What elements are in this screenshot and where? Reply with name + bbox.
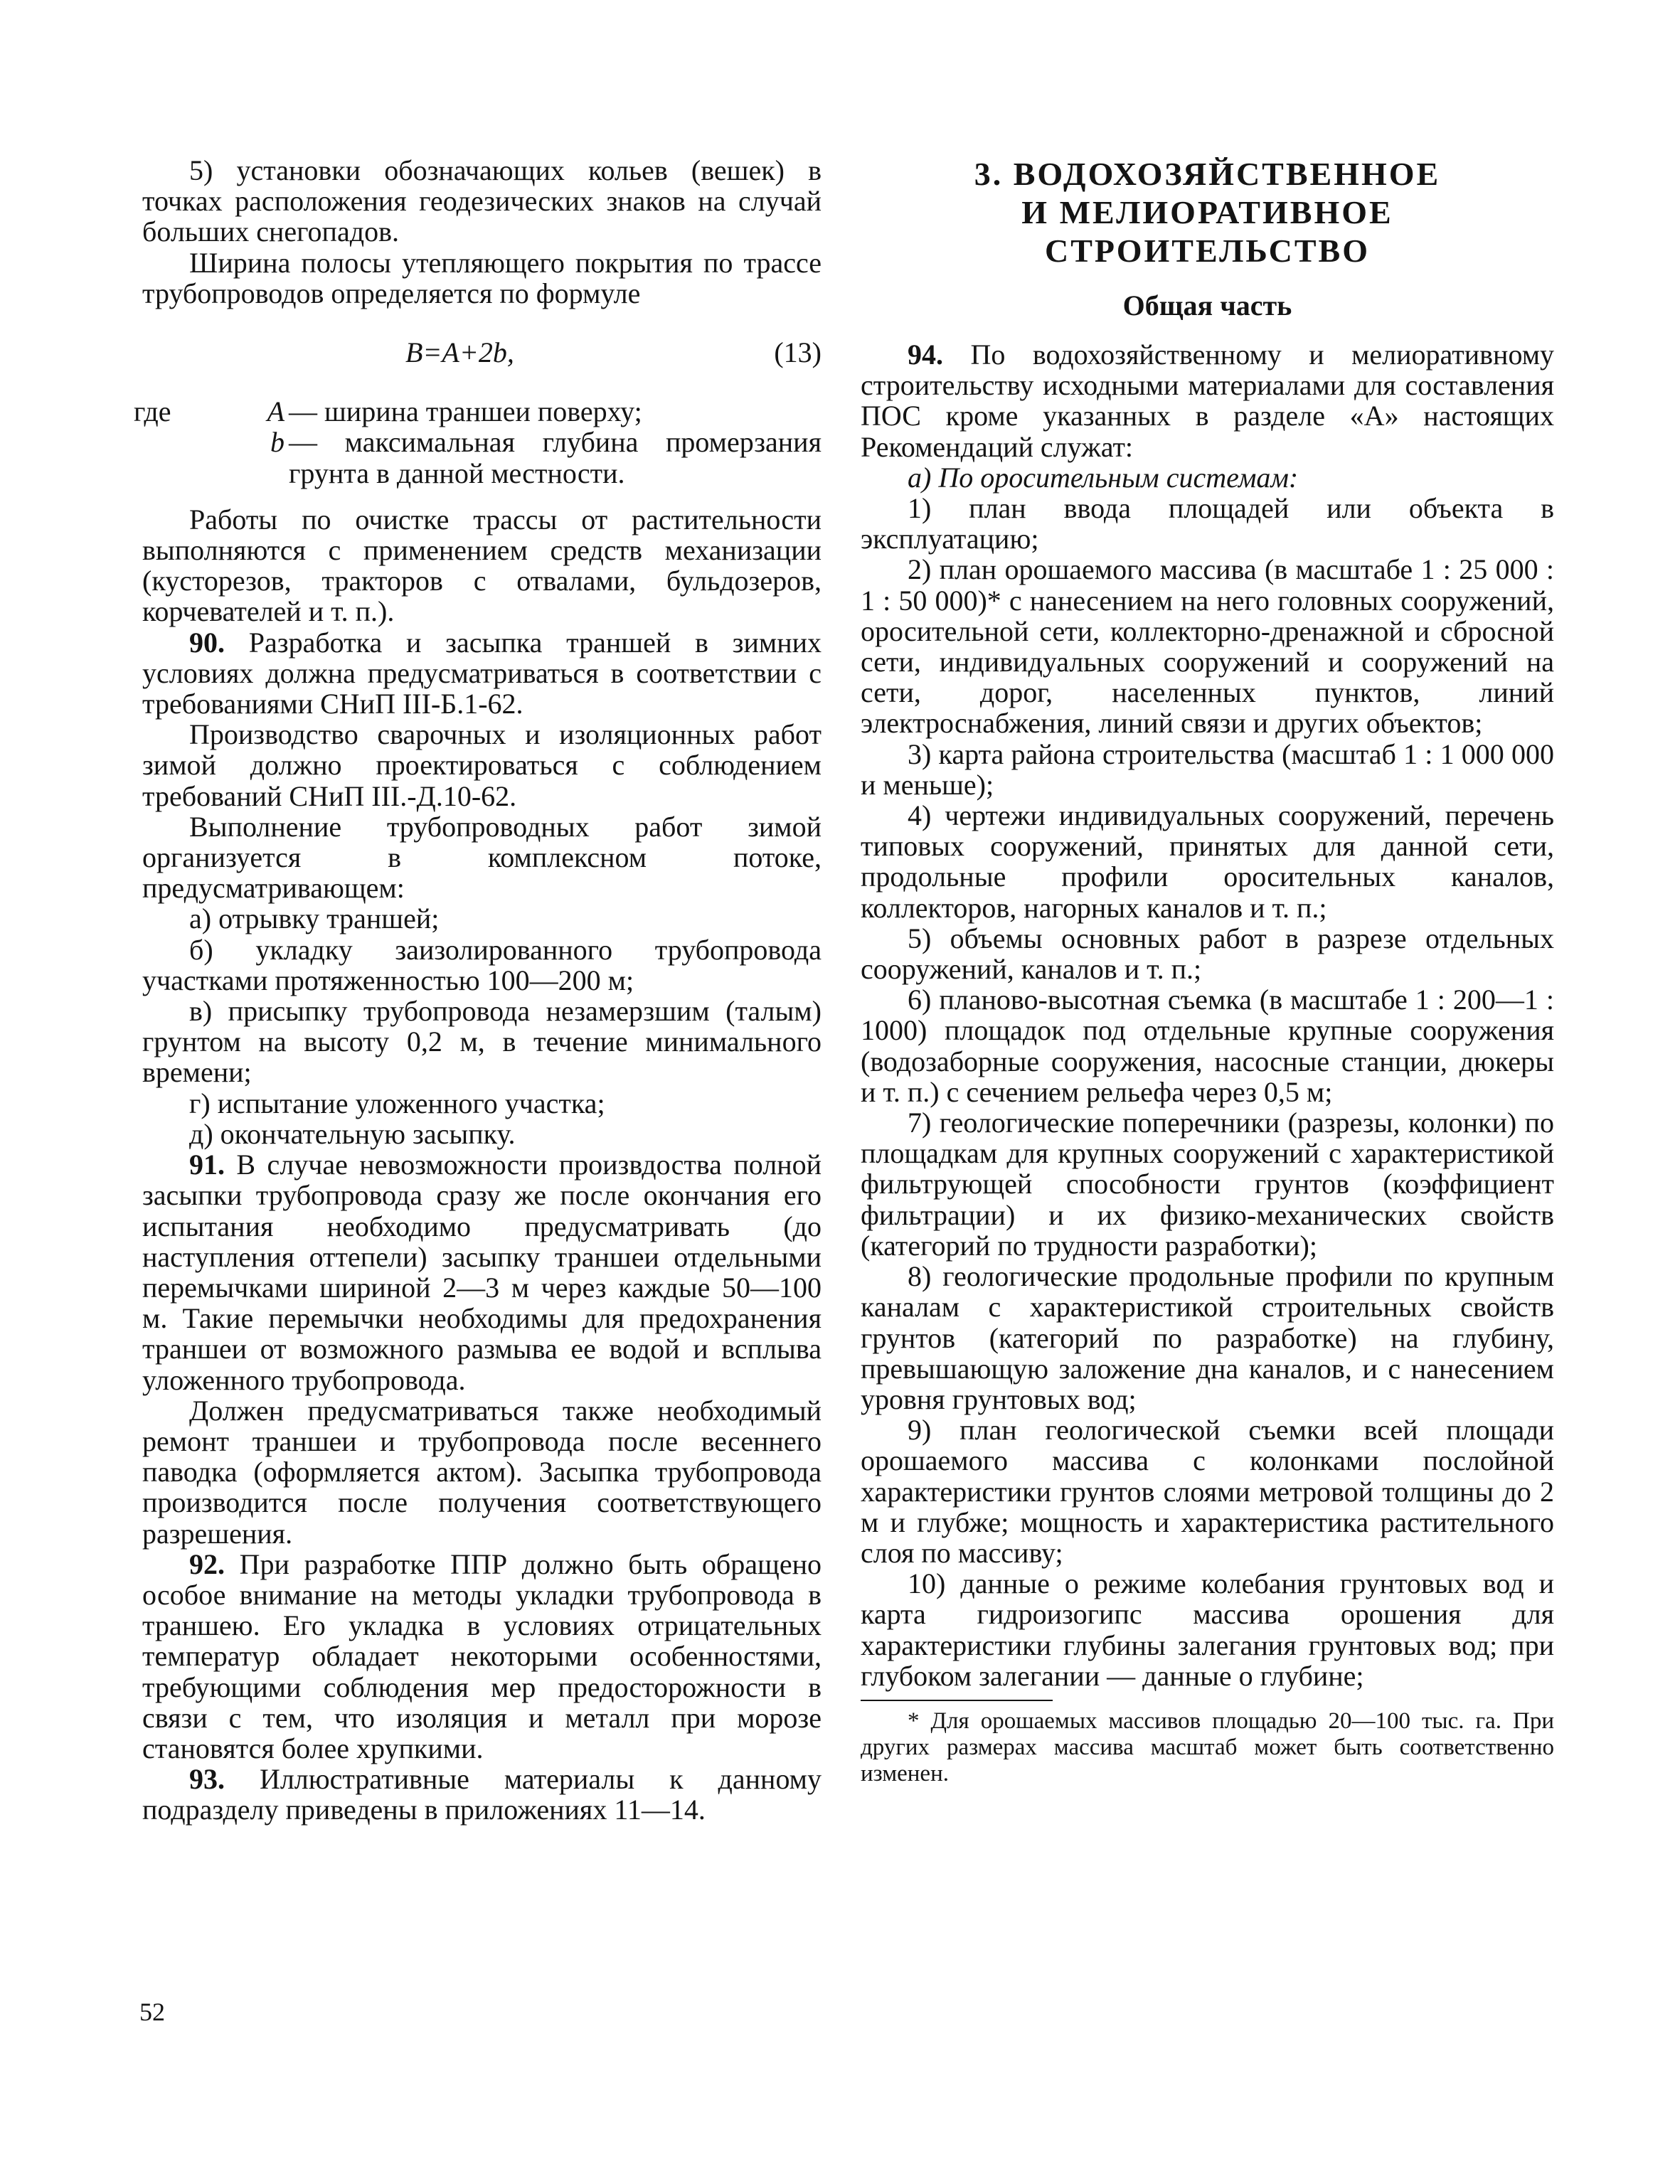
paragraph-winter-works: Выполнение трубопроводных работ зимой организуется в комплексном потоке, предусматривающем:	[142, 810, 822, 905]
paragraph-94	[861, 339, 1554, 462]
legend-text: — ширина траншеи поверху;	[289, 395, 642, 428]
list-item: 6) планово-высотная съемка (в масштабе 1 : 200—1 : 1000) площадок под отдельные крупные сооружения (водозаборные сооружения, насосные станции, дюкеры и т. п.) с сечением рельефа через 0,5 м;	[861, 984, 1554, 1108]
list-item: г) испытание уложенного участка;	[189, 1087, 605, 1119]
paragraph-text: По водохозяйственному и мелиоративному строительству исходными материалами для составления ПОС кроме указанных в разделе «А» настоящих Рекомендаций служат:	[861, 339, 1554, 463]
list-item: 7) геологические поперечники (разрезы, колонки) по площадкам для крупных сооружений с характеристикой фильтрующей способности грунтов (коэффициент фильтрации) и их физико-механических свойств (категорий по трудности разработки);	[861, 1107, 1554, 1262]
section-number: 91.	[189, 1149, 225, 1181]
footnote: * Для орошаемых массивов площадью 20—100 тыс. га. При других размерах массива масштаб может быть соответственно изменен.	[861, 1708, 1554, 1786]
paragraph-repair: Должен предусматриваться также необходимый ремонт траншеи и трубопровода после весеннего паводка (оформляется актом). Засыпка трубопровода производится после получения соответствующего разрешения.	[142, 1394, 822, 1550]
paragraph-92	[142, 1549, 822, 1764]
section-number: 94.	[908, 339, 943, 371]
paragraph-93	[142, 1764, 822, 1825]
list-item: а) отрывку траншей;	[189, 902, 440, 935]
list-item: б) укладку заизолированного трубопровода участками протяженностью 100—200 м;	[142, 933, 822, 996]
formula-expression: B=A+2b,	[405, 336, 514, 369]
paragraph-text: При разработке ППР должно быть обращено особое внимание на методы укладки трубопровода в траншею. Его укладка в условиях отрицательных температур обладает некоторыми особенностями, требующими соблюдения мер предосторожности в связи с тем, что изоляция и металл при морозе становятся более хрупкими.	[142, 1548, 822, 1764]
paragraph-item-5: 5) установки обозначающих кольев (вешек) в точках расположения геодезических знаков на случай больших снегопадов.	[142, 154, 822, 248]
list-item: 3) карта района строительства (масштаб 1 : 1 000 000 и меньше);	[861, 737, 1554, 801]
list-item: 1) план ввода площадей или объекта в эксплуатацию;	[861, 492, 1554, 555]
list-item: 5) объемы основных работ в разрезе отдельных сооружений, каналов и т. п.;	[861, 922, 1554, 986]
list-item: 9) план геологической съемки всей площади орошаемого массива с колонками послойной характеристики грунтов слоями метровой толщины до 2 м и глубже; мощность и характеристика растительного слоя по массиву;	[861, 1414, 1554, 1569]
right-column	[861, 155, 1554, 1787]
paragraph-clearing: Работы по очистке трассы от растительности выполняются с применением средств механизации (кусторезов, тракторов с отвалами, бульдозеров, корчевателей и т. п.).	[142, 503, 822, 628]
where-label: где	[134, 395, 171, 428]
paragraph-90	[142, 627, 822, 720]
left-column	[134, 154, 822, 1826]
paragraph-welding: Производство сварочных и изоляционных работ зимой должно проектироваться с соблюдением требований СНиП III.-Д.10-62.	[142, 718, 822, 812]
paragraph-text: В случае невозможности произвдоства полной засыпки трубопровода сразу же после окончания его испытания необходимо предусматривать (до наступления оттепели) засыпку траншеи отдельными перемычками шириной 2—3 м через каждые 50—100 м. Такие перемычки необходимы для предохранения траншеи от возможного размыва ее водой и всплыва уложенного трубопровода.	[142, 1149, 822, 1396]
page-number: 52	[139, 1998, 165, 2026]
footnote-rule	[861, 1700, 1053, 1701]
paragraph-text: Разработка и засыпка траншей в зимних условиях должна предусматриваться в соответствии с требованиями СНиП III-Б.1-62.	[142, 626, 822, 720]
paragraph-91	[142, 1149, 822, 1395]
list-item: д) окончательную засыпку.	[189, 1117, 516, 1150]
paragraph-text: Иллюстративные материалы к данному подразделу приведены в приложениях 11—14.	[142, 1763, 822, 1826]
legend-row-b	[142, 427, 822, 488]
legend-symbol: A	[267, 395, 285, 428]
formula-legend	[134, 395, 822, 489]
list-item: в) присыпку трубопровода незамерзшим (талым) грунтом на высоту 0,2 м, в течение минимального времени;	[142, 995, 822, 1089]
paragraph-irrigation-heading: а) По оросительным системам:	[908, 461, 1299, 494]
formula	[142, 337, 822, 368]
list-item: 10) данные о режиме колебания грунтовых вод и карта гидроизогипс массива орошения для характеристики глубины залегания грунтовых вод; при глубоком залегании — данные о глубине;	[861, 1567, 1554, 1692]
legend-symbol: b	[270, 426, 285, 459]
formula-number: (13)	[774, 336, 822, 369]
list-item: 8) геологические продольные профили по крупным каналам с характеристикой строительных свойств грунтов (категорий по разработке) на глубину, превышающую заложение дна каналов, и с нанесением уровня грунтовых вод;	[861, 1260, 1554, 1415]
section-number: 93.	[189, 1763, 225, 1796]
section-heading-line1: 3. ВОДОХОЗЯЙСТВЕННОЕ	[974, 156, 1441, 192]
legend-text: — максимальная глубина промерзания грунта в данной местности.	[289, 426, 822, 489]
legend-row-a	[142, 396, 822, 427]
section-number: 90.	[189, 626, 225, 659]
list-item: 2) план орошаемого массива (в масштабе 1 : 25 000 : 1 : 50 000)* с нанесением на него головных сооружений, оросительной сети, коллекторно-дренажной и сбросной сети, индивидуальных сооружений и сооружений на сети, дорог, населенных пунктов, линий электроснабжения, линий связи и других объектов;	[861, 553, 1554, 740]
list-item: 4) чертежи индивидуальных сооружений, перечень типовых сооружений, принятых для данной сети, продольные профили оросительных каналов, коллекторов, нагорных каналов и т. п.;	[861, 799, 1554, 924]
section-heading-line2: И МЕЛИОРАТИВНОЕ СТРОИТЕЛЬСТВО	[1021, 194, 1393, 269]
section-number: 92.	[189, 1548, 225, 1580]
paragraph-width-formula-intro: Ширина полосы утепляющего покрытия по трассе трубопроводов определяется по формуле	[142, 246, 822, 309]
subheading: Общая часть	[1122, 289, 1292, 321]
